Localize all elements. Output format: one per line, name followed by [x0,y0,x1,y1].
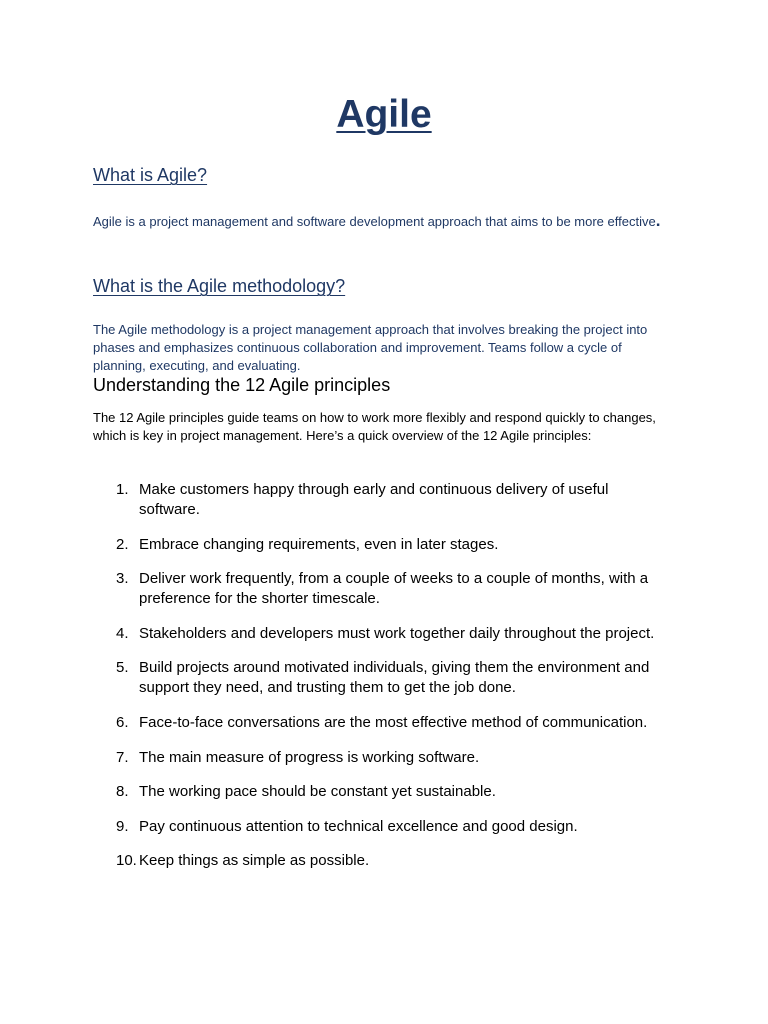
section-body-agile-methodology: The Agile methodology is a project management approach that involves breaking the project into phases and emphasizes continuous collaboration and improvement. Teams follow a cycle of planning, executing, and evaluating. [93,322,648,373]
list-item-text: Face-to-face conversations are the most effective method of communication. [139,713,648,731]
list-item [93,480,673,520]
section-body-what-is-agile [93,208,668,235]
list-item-text: Keep things as simple as possible. [139,852,370,870]
list-item-text: Build projects around motivated individuals, giving them the environment and support they need, and trusting them to get the job done. [139,659,650,697]
list-item-number: 7. [116,748,129,766]
document-title: Agile [336,93,432,136]
list-item-number: 8. [116,783,129,801]
list-item-number: 5. [116,659,129,677]
list-item-text: Pay continuous attention to technical excellence and good design. [139,817,578,835]
section-body-12-principles: The 12 Agile principles guide teams on how to work more flexibly and respond quickly to changes, which is key in project management. Here’s a quick overview of the 12 Agile principles: [93,410,656,443]
section-body-trailing-period: . [655,211,661,230]
section-body-text: Agile is a project management and software development approach that aims to be more effective [93,214,656,229]
list-item-number: 3. [116,570,129,588]
list-item-number: 4. [116,624,129,642]
list-item-text: Deliver work frequently, from a couple of weeks to a couple of months, with a preference for the shorter timescale. [139,570,649,608]
principles-list [93,480,673,886]
list-item-number: 9. [116,817,129,835]
list-item-text: Make customers happy through early and continuous delivery of useful software. [139,481,609,518]
list-item-text: The working pace should be constant yet sustainable. [139,783,496,801]
section-heading-what-is-agile: What is Agile? [93,165,208,185]
list-item-number: 6. [116,713,129,731]
list-item [93,569,673,609]
list-item [93,782,673,802]
list-item [93,658,673,698]
list-item-text: Stakeholders and developers must work together daily throughout the project. [139,624,655,642]
list-item-number: 10. [116,852,137,870]
list-item [93,817,673,837]
list-item [93,851,673,871]
list-item [93,535,673,555]
section-heading-12-principles: Understanding the 12 Agile principles [93,375,391,395]
list-item-text: Embrace changing requirements, even in later stages. [139,535,499,553]
list-item [93,713,673,733]
section-heading-agile-methodology: What is the Agile methodology? [93,276,346,296]
list-item [93,624,673,644]
list-item-text: The main measure of progress is working software. [139,748,480,766]
list-item [93,748,673,768]
list-item-number: 1. [116,481,129,498]
list-item-number: 2. [116,535,129,553]
